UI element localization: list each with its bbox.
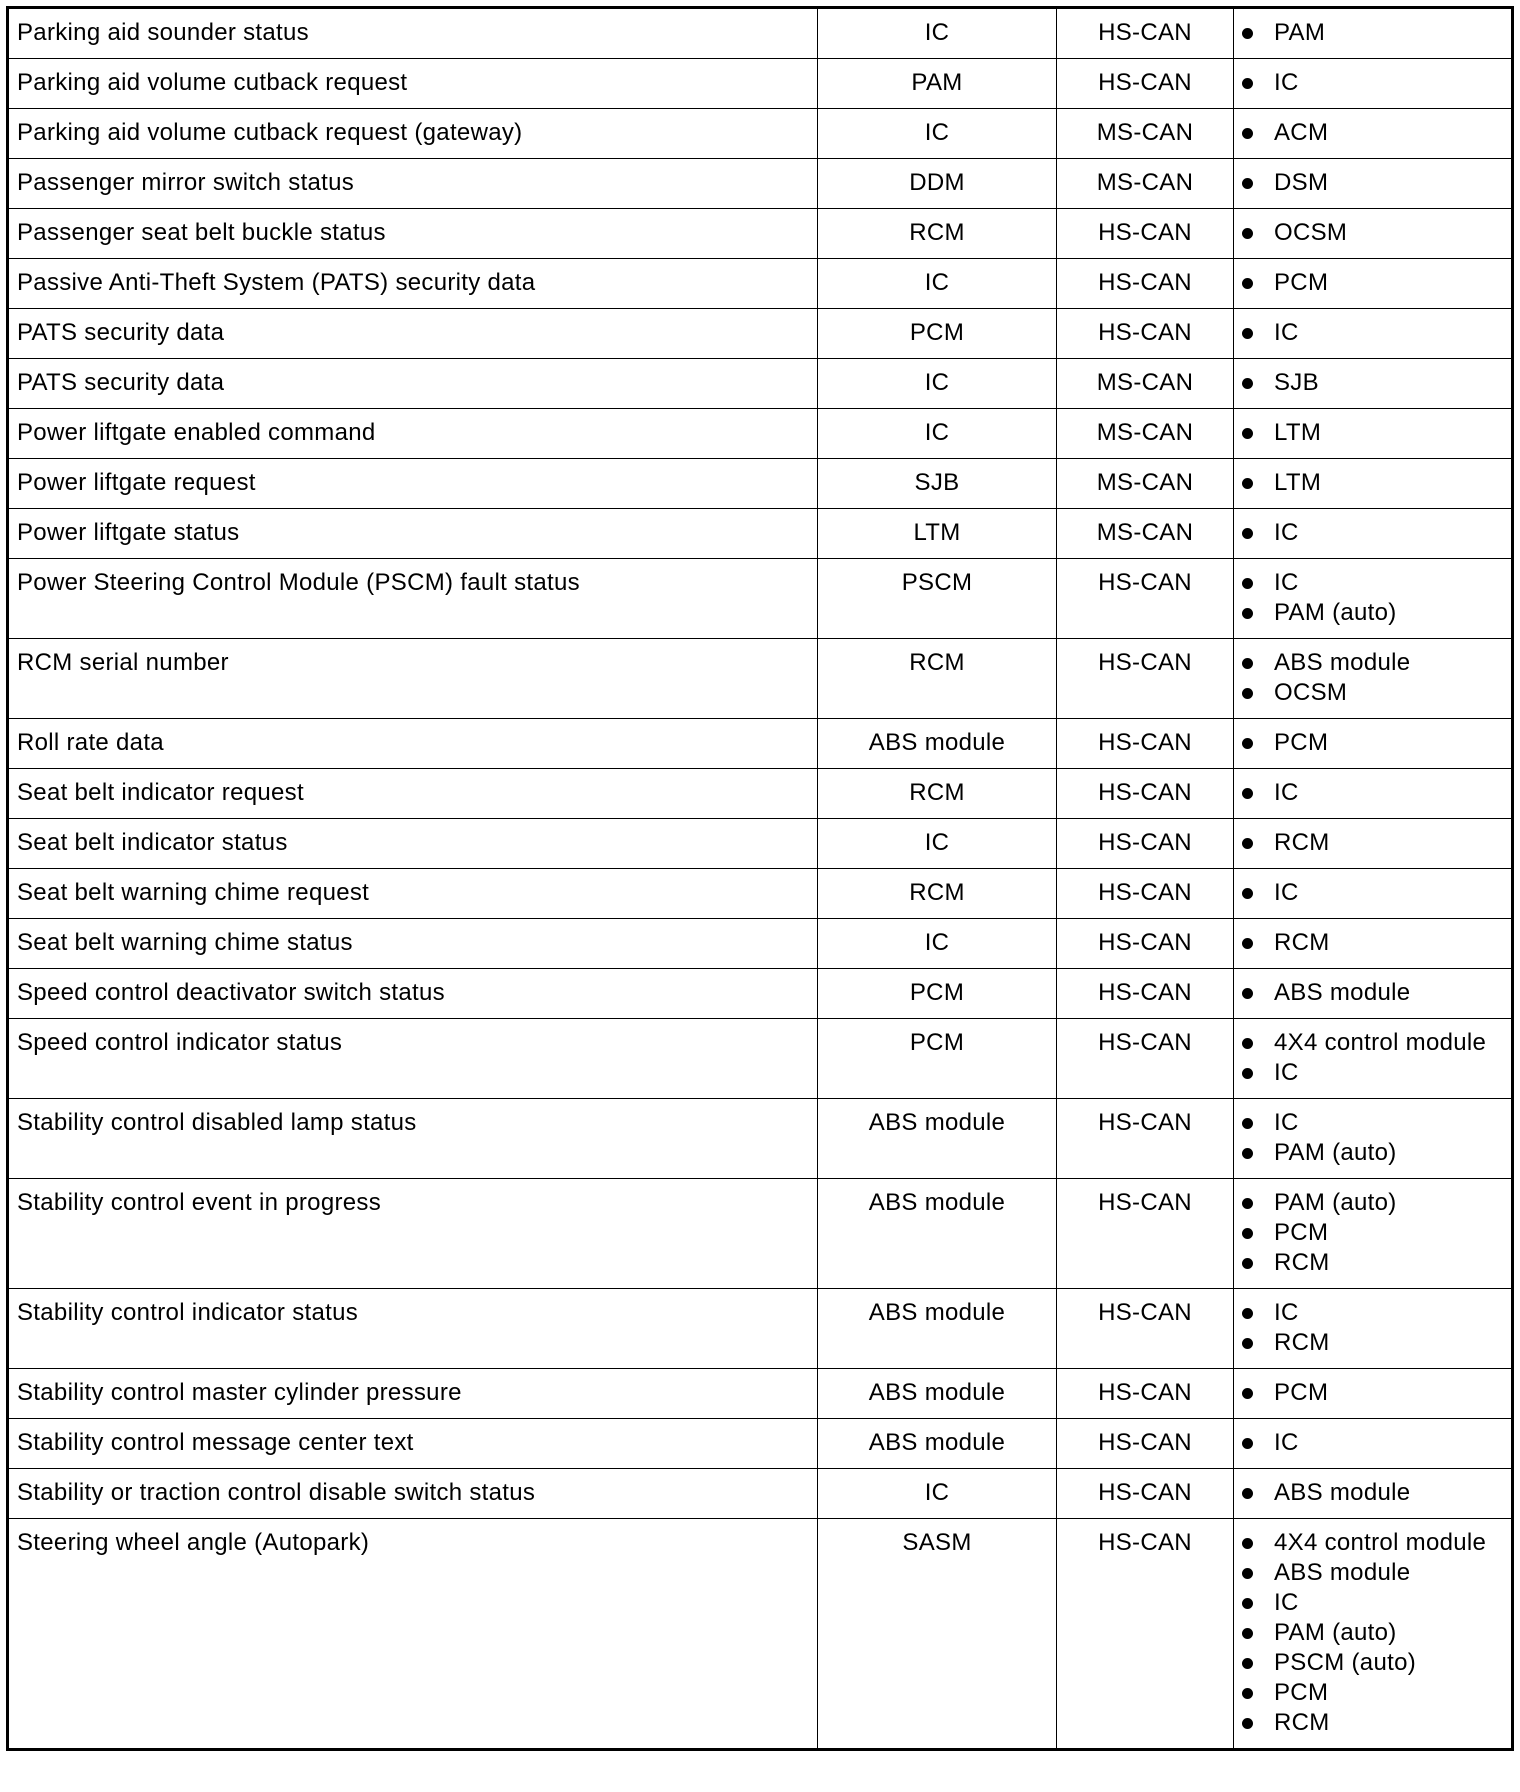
- receiver-item: [1242, 518, 1503, 548]
- table-row: [8, 639, 1513, 719]
- message-cell: PATS security data: [8, 359, 818, 409]
- bullet-icon: [1242, 1538, 1253, 1549]
- bullet-icon: [1242, 608, 1253, 619]
- receiver-list: [1242, 928, 1503, 958]
- receiver-label: 4X4 control module: [1274, 1529, 1487, 1556]
- receivers-cell: [1234, 509, 1513, 559]
- network-cell: HS-CAN: [1057, 1469, 1234, 1519]
- message-cell: Power liftgate request: [8, 459, 818, 509]
- bullet-icon: [1242, 378, 1253, 389]
- receiver-list: [1242, 828, 1503, 858]
- bullet-icon: [1242, 78, 1253, 89]
- origin-module-cell: IC: [818, 8, 1057, 59]
- message-cell: RCM serial number: [8, 639, 818, 719]
- receiver-label: RCM: [1274, 829, 1330, 856]
- receiver-label: PCM: [1274, 1219, 1329, 1246]
- table-row: [8, 1519, 1513, 1750]
- network-cell: HS-CAN: [1057, 1099, 1234, 1179]
- message-cell: Seat belt indicator request: [8, 769, 818, 819]
- receiver-item: [1242, 1028, 1503, 1058]
- table-row: [8, 919, 1513, 969]
- receivers-cell: [1234, 209, 1513, 259]
- receivers-cell: [1234, 1519, 1513, 1750]
- receivers-cell: [1234, 159, 1513, 209]
- receiver-list: [1242, 318, 1503, 348]
- table-row: [8, 819, 1513, 869]
- receiver-item: [1242, 168, 1503, 198]
- receiver-item: [1242, 468, 1503, 498]
- receiver-label: RCM: [1274, 1249, 1330, 1276]
- origin-module-cell: ABS module: [818, 1419, 1057, 1469]
- receivers-cell: [1234, 259, 1513, 309]
- receiver-label: SJB: [1274, 369, 1319, 396]
- network-cell: MS-CAN: [1057, 459, 1234, 509]
- receiver-item: [1242, 1248, 1503, 1278]
- origin-module-cell: IC: [818, 109, 1057, 159]
- receiver-label: PAM (auto): [1274, 1189, 1397, 1216]
- network-cell: HS-CAN: [1057, 1419, 1234, 1469]
- bullet-icon: [1242, 578, 1253, 589]
- network-cell: HS-CAN: [1057, 1289, 1234, 1369]
- receivers-cell: [1234, 719, 1513, 769]
- table-row: [8, 409, 1513, 459]
- bullet-icon: [1242, 1308, 1253, 1319]
- receiver-list: [1242, 418, 1503, 448]
- message-cell: Seat belt indicator status: [8, 819, 818, 869]
- receiver-item: [1242, 218, 1503, 248]
- message-cell: Power liftgate enabled command: [8, 409, 818, 459]
- receiver-label: IC: [1274, 1429, 1299, 1456]
- network-cell: HS-CAN: [1057, 59, 1234, 109]
- receivers-cell: [1234, 1179, 1513, 1289]
- bullet-icon: [1242, 1038, 1253, 1049]
- receiver-item: [1242, 978, 1503, 1008]
- message-cell: Parking aid sounder status: [8, 8, 818, 59]
- receiver-item: [1242, 728, 1503, 758]
- receiver-item: [1242, 1478, 1503, 1508]
- receiver-item: [1242, 1588, 1503, 1618]
- message-cell: Passenger seat belt buckle status: [8, 209, 818, 259]
- bullet-icon: [1242, 28, 1253, 39]
- origin-module-cell: ABS module: [818, 1289, 1057, 1369]
- receiver-item: [1242, 268, 1503, 298]
- receiver-item: [1242, 1058, 1503, 1088]
- origin-module-cell: ABS module: [818, 1179, 1057, 1289]
- table-row: [8, 1469, 1513, 1519]
- network-cell: HS-CAN: [1057, 559, 1234, 639]
- receivers-cell: [1234, 819, 1513, 869]
- receiver-list: [1242, 878, 1503, 908]
- origin-module-cell: IC: [818, 919, 1057, 969]
- table-row: [8, 719, 1513, 769]
- message-cell: Passive Anti-Theft System (PATS) security data: [8, 259, 818, 309]
- origin-module-cell: LTM: [818, 509, 1057, 559]
- receiver-label: IC: [1274, 779, 1299, 806]
- receiver-label: 4X4 control module: [1274, 1029, 1487, 1056]
- bullet-icon: [1242, 1068, 1253, 1079]
- receiver-list: [1242, 1428, 1503, 1458]
- bullet-icon: [1242, 278, 1253, 289]
- receivers-cell: [1234, 59, 1513, 109]
- origin-module-cell: IC: [818, 819, 1057, 869]
- receiver-list: [1242, 518, 1503, 548]
- table-row: [8, 1289, 1513, 1369]
- receiver-label: IC: [1274, 879, 1299, 906]
- receivers-cell: [1234, 1469, 1513, 1519]
- table-row: [8, 259, 1513, 309]
- message-cell: Stability control event in progress: [8, 1179, 818, 1289]
- origin-module-cell: PCM: [818, 1019, 1057, 1099]
- receiver-list: [1242, 1478, 1503, 1508]
- network-cell: HS-CAN: [1057, 639, 1234, 719]
- receiver-label: PAM (auto): [1274, 599, 1397, 626]
- table-row: [8, 159, 1513, 209]
- receivers-cell: [1234, 1419, 1513, 1469]
- receiver-label: ABS module: [1274, 1479, 1411, 1506]
- receivers-cell: [1234, 919, 1513, 969]
- receivers-cell: [1234, 1289, 1513, 1369]
- receivers-cell: [1234, 559, 1513, 639]
- table-row: [8, 109, 1513, 159]
- table-row: [8, 359, 1513, 409]
- network-message-table-container: [6, 6, 1514, 1751]
- table-body: [8, 8, 1513, 1750]
- table-row: [8, 59, 1513, 109]
- receiver-label: DSM: [1274, 169, 1329, 196]
- bullet-icon: [1242, 478, 1253, 489]
- receiver-item: [1242, 68, 1503, 98]
- message-cell: Stability control master cylinder pressure: [8, 1369, 818, 1419]
- bullet-icon: [1242, 988, 1253, 999]
- receiver-item: [1242, 1138, 1503, 1168]
- table-row: [8, 459, 1513, 509]
- receiver-item: [1242, 678, 1503, 708]
- bullet-icon: [1242, 228, 1253, 239]
- receiver-label: PCM: [1274, 729, 1329, 756]
- bullet-icon: [1242, 838, 1253, 849]
- network-cell: MS-CAN: [1057, 359, 1234, 409]
- receiver-item: [1242, 1328, 1503, 1358]
- bullet-icon: [1242, 1198, 1253, 1209]
- receiver-label: RCM: [1274, 1329, 1330, 1356]
- receiver-item: [1242, 368, 1503, 398]
- receiver-item: [1242, 118, 1503, 148]
- receiver-label: PCM: [1274, 1679, 1329, 1706]
- network-cell: HS-CAN: [1057, 769, 1234, 819]
- receivers-cell: [1234, 459, 1513, 509]
- network-cell: MS-CAN: [1057, 109, 1234, 159]
- receiver-label: IC: [1274, 1059, 1299, 1086]
- message-cell: Steering wheel angle (Autopark): [8, 1519, 818, 1750]
- receiver-list: [1242, 168, 1503, 198]
- message-cell: Seat belt warning chime status: [8, 919, 818, 969]
- receiver-item: [1242, 648, 1503, 678]
- network-cell: HS-CAN: [1057, 819, 1234, 869]
- message-cell: Power liftgate status: [8, 509, 818, 559]
- bullet-icon: [1242, 1338, 1253, 1349]
- bullet-icon: [1242, 128, 1253, 139]
- receivers-cell: [1234, 309, 1513, 359]
- network-cell: HS-CAN: [1057, 919, 1234, 969]
- bullet-icon: [1242, 788, 1253, 799]
- receiver-label: IC: [1274, 569, 1299, 596]
- origin-module-cell: ABS module: [818, 1369, 1057, 1419]
- receiver-list: [1242, 728, 1503, 758]
- receiver-list: [1242, 1108, 1503, 1168]
- network-cell: HS-CAN: [1057, 969, 1234, 1019]
- receiver-label: PAM (auto): [1274, 1139, 1397, 1166]
- origin-module-cell: SJB: [818, 459, 1057, 509]
- receiver-label: RCM: [1274, 929, 1330, 956]
- receiver-item: [1242, 1708, 1503, 1738]
- receiver-item: [1242, 1558, 1503, 1588]
- receiver-label: ABS module: [1274, 649, 1411, 676]
- receiver-list: [1242, 1028, 1503, 1088]
- table-row: [8, 1369, 1513, 1419]
- table-row: [8, 509, 1513, 559]
- receivers-cell: [1234, 769, 1513, 819]
- receivers-cell: [1234, 1369, 1513, 1419]
- receiver-list: [1242, 118, 1503, 148]
- receiver-list: [1242, 268, 1503, 298]
- origin-module-cell: IC: [818, 1469, 1057, 1519]
- origin-module-cell: RCM: [818, 209, 1057, 259]
- table-row: [8, 8, 1513, 59]
- network-cell: HS-CAN: [1057, 869, 1234, 919]
- receivers-cell: [1234, 869, 1513, 919]
- receiver-item: [1242, 1218, 1503, 1248]
- message-cell: Stability control message center text: [8, 1419, 818, 1469]
- table-row: [8, 209, 1513, 259]
- network-cell: HS-CAN: [1057, 8, 1234, 59]
- network-cell: HS-CAN: [1057, 1369, 1234, 1419]
- origin-module-cell: RCM: [818, 869, 1057, 919]
- receiver-list: [1242, 1378, 1503, 1408]
- bullet-icon: [1242, 1688, 1253, 1699]
- receiver-list: [1242, 778, 1503, 808]
- receiver-item: [1242, 1678, 1503, 1708]
- bullet-icon: [1242, 328, 1253, 339]
- table-row: [8, 1099, 1513, 1179]
- receiver-label: PAM (auto): [1274, 1619, 1397, 1646]
- receiver-item: [1242, 18, 1503, 48]
- origin-module-cell: PCM: [818, 969, 1057, 1019]
- message-cell: Speed control indicator status: [8, 1019, 818, 1099]
- receiver-list: [1242, 468, 1503, 498]
- origin-module-cell: IC: [818, 359, 1057, 409]
- message-cell: Seat belt warning chime request: [8, 869, 818, 919]
- bullet-icon: [1242, 1628, 1253, 1639]
- receiver-label: IC: [1274, 69, 1299, 96]
- receivers-cell: [1234, 409, 1513, 459]
- bullet-icon: [1242, 1598, 1253, 1609]
- receiver-item: [1242, 828, 1503, 858]
- receiver-list: [1242, 1188, 1503, 1278]
- receiver-list: [1242, 218, 1503, 248]
- receiver-label: ACM: [1274, 119, 1329, 146]
- bullet-icon: [1242, 1228, 1253, 1239]
- receiver-list: [1242, 1528, 1503, 1738]
- bullet-icon: [1242, 178, 1253, 189]
- receiver-label: OCSM: [1274, 219, 1348, 246]
- receiver-list: [1242, 1298, 1503, 1358]
- bullet-icon: [1242, 528, 1253, 539]
- receiver-list: [1242, 368, 1503, 398]
- receiver-label: PCM: [1274, 269, 1329, 296]
- receivers-cell: [1234, 639, 1513, 719]
- receiver-label: IC: [1274, 319, 1299, 346]
- table-row: [8, 1179, 1513, 1289]
- receivers-cell: [1234, 359, 1513, 409]
- bullet-icon: [1242, 658, 1253, 669]
- receiver-list: [1242, 68, 1503, 98]
- network-cell: MS-CAN: [1057, 409, 1234, 459]
- table-row: [8, 1419, 1513, 1469]
- message-cell: Speed control deactivator switch status: [8, 969, 818, 1019]
- bullet-icon: [1242, 1488, 1253, 1499]
- receiver-label: IC: [1274, 1299, 1299, 1326]
- receiver-label: IC: [1274, 1109, 1299, 1136]
- message-cell: Parking aid volume cutback request (gateway): [8, 109, 818, 159]
- receiver-item: [1242, 1528, 1503, 1558]
- table-row: [8, 559, 1513, 639]
- receiver-list: [1242, 568, 1503, 628]
- message-cell: Roll rate data: [8, 719, 818, 769]
- receiver-item: [1242, 1618, 1503, 1648]
- receiver-item: [1242, 1648, 1503, 1678]
- receiver-label: PCM: [1274, 1379, 1329, 1406]
- message-cell: Stability or traction control disable switch status: [8, 1469, 818, 1519]
- table-row: [8, 1019, 1513, 1099]
- origin-module-cell: PCM: [818, 309, 1057, 359]
- bullet-icon: [1242, 1118, 1253, 1129]
- receivers-cell: [1234, 109, 1513, 159]
- network-cell: HS-CAN: [1057, 719, 1234, 769]
- receiver-list: [1242, 978, 1503, 1008]
- origin-module-cell: IC: [818, 259, 1057, 309]
- origin-module-cell: SASM: [818, 1519, 1057, 1750]
- origin-module-cell: PAM: [818, 59, 1057, 109]
- origin-module-cell: RCM: [818, 639, 1057, 719]
- bullet-icon: [1242, 1438, 1253, 1449]
- receiver-label: PAM: [1274, 19, 1326, 46]
- network-cell: HS-CAN: [1057, 309, 1234, 359]
- receivers-cell: [1234, 1019, 1513, 1099]
- message-cell: Stability control indicator status: [8, 1289, 818, 1369]
- network-cell: MS-CAN: [1057, 159, 1234, 209]
- bullet-icon: [1242, 428, 1253, 439]
- receiver-list: [1242, 18, 1503, 48]
- receiver-item: [1242, 878, 1503, 908]
- message-cell: Power Steering Control Module (PSCM) fault status: [8, 559, 818, 639]
- origin-module-cell: IC: [818, 409, 1057, 459]
- bullet-icon: [1242, 738, 1253, 749]
- receiver-label: IC: [1274, 1589, 1299, 1616]
- receiver-list: [1242, 648, 1503, 708]
- message-cell: Stability control disabled lamp status: [8, 1099, 818, 1179]
- bullet-icon: [1242, 1258, 1253, 1269]
- receiver-item: [1242, 778, 1503, 808]
- receivers-cell: [1234, 8, 1513, 59]
- message-cell: Passenger mirror switch status: [8, 159, 818, 209]
- message-cell: Parking aid volume cutback request: [8, 59, 818, 109]
- receiver-item: [1242, 568, 1503, 598]
- network-cell: HS-CAN: [1057, 259, 1234, 309]
- receiver-label: LTM: [1274, 469, 1322, 496]
- receiver-label: LTM: [1274, 419, 1322, 446]
- origin-module-cell: PSCM: [818, 559, 1057, 639]
- receiver-label: IC: [1274, 519, 1299, 546]
- bullet-icon: [1242, 1718, 1253, 1729]
- receiver-item: [1242, 928, 1503, 958]
- table-row: [8, 769, 1513, 819]
- table-row: [8, 869, 1513, 919]
- network-cell: HS-CAN: [1057, 1179, 1234, 1289]
- receiver-label: PSCM (auto): [1274, 1649, 1417, 1676]
- receiver-item: [1242, 318, 1503, 348]
- receiver-label: OCSM: [1274, 679, 1348, 706]
- receiver-label: RCM: [1274, 1709, 1330, 1736]
- bullet-icon: [1242, 888, 1253, 899]
- network-cell: HS-CAN: [1057, 1019, 1234, 1099]
- receiver-item: [1242, 1298, 1503, 1328]
- message-cell: PATS security data: [8, 309, 818, 359]
- network-cell: MS-CAN: [1057, 509, 1234, 559]
- receiver-item: [1242, 598, 1503, 628]
- bullet-icon: [1242, 1658, 1253, 1669]
- bullet-icon: [1242, 1568, 1253, 1579]
- network-cell: HS-CAN: [1057, 1519, 1234, 1750]
- receivers-cell: [1234, 969, 1513, 1019]
- receivers-cell: [1234, 1099, 1513, 1179]
- receiver-item: [1242, 1188, 1503, 1218]
- origin-module-cell: RCM: [818, 769, 1057, 819]
- bullet-icon: [1242, 938, 1253, 949]
- receiver-item: [1242, 1108, 1503, 1138]
- network-message-table: [6, 6, 1514, 1751]
- origin-module-cell: ABS module: [818, 719, 1057, 769]
- receiver-item: [1242, 1378, 1503, 1408]
- origin-module-cell: ABS module: [818, 1099, 1057, 1179]
- bullet-icon: [1242, 1388, 1253, 1399]
- bullet-icon: [1242, 688, 1253, 699]
- network-cell: HS-CAN: [1057, 209, 1234, 259]
- receiver-item: [1242, 1428, 1503, 1458]
- bullet-icon: [1242, 1148, 1253, 1159]
- table-row: [8, 969, 1513, 1019]
- table-row: [8, 309, 1513, 359]
- origin-module-cell: DDM: [818, 159, 1057, 209]
- receiver-item: [1242, 418, 1503, 448]
- receiver-label: ABS module: [1274, 1559, 1411, 1586]
- receiver-label: ABS module: [1274, 979, 1411, 1006]
